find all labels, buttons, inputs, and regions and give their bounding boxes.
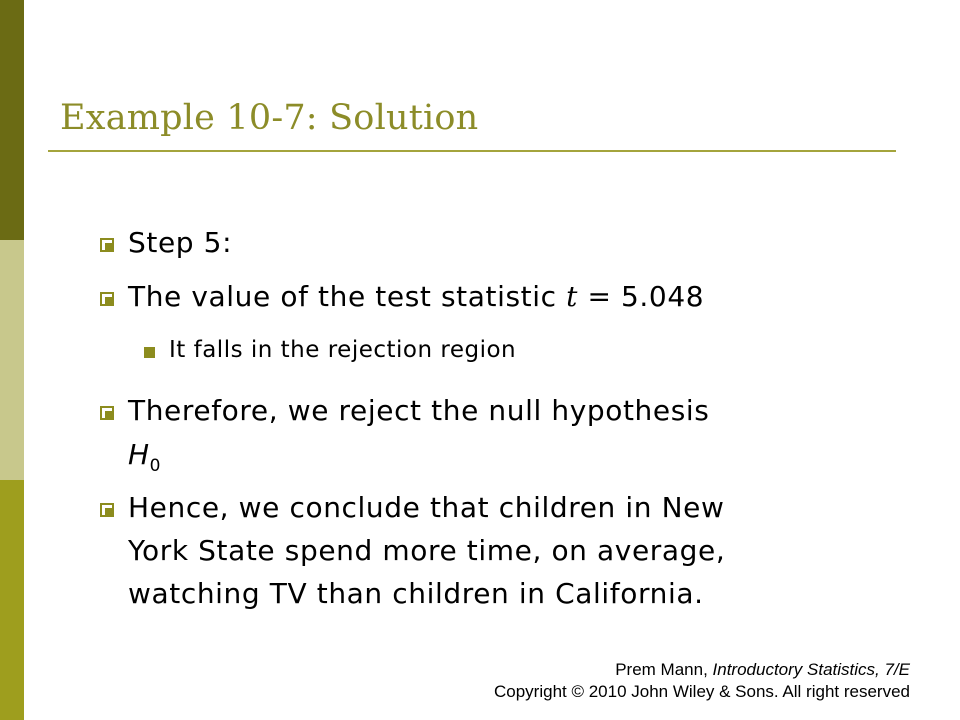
bullet-test-statistic xyxy=(128,275,704,319)
bullet-conclusion-line1: Hence, we conclude that children in New xyxy=(128,491,725,524)
bullet-reject-null-line1: Therefore, we reject the null hypothesis xyxy=(128,394,710,427)
t-variable: t xyxy=(566,280,578,313)
h-subscript: 0 xyxy=(149,456,162,476)
sidebar-band-top xyxy=(0,0,24,240)
title-divider xyxy=(48,150,896,152)
sub-bullet-rejection-region: It falls in the rejection region xyxy=(169,337,517,363)
test-statistic-text: The value of the test statistic xyxy=(128,280,567,313)
bullet-conclusion-line3: watching TV than children in California. xyxy=(128,577,704,610)
footer-author: Prem Mann, xyxy=(615,660,713,679)
sidebar-band-bottom xyxy=(0,480,24,720)
footer-book-title: Introductory Statistics, 7/E xyxy=(712,660,910,679)
box-bullet-icon xyxy=(100,406,114,420)
sidebar-band-middle xyxy=(0,240,24,480)
footer-author-line xyxy=(494,659,910,681)
box-bullet-icon xyxy=(100,503,114,517)
box-bullet-icon xyxy=(100,292,114,306)
h-variable: H xyxy=(128,438,150,471)
bullet-step5: Step 5: xyxy=(128,226,233,259)
slide-title: Example 10-7: Solution xyxy=(60,98,479,138)
bullet-conclusion-line2: York State spend more time, on average, xyxy=(128,534,726,567)
footer-credit xyxy=(494,659,910,703)
test-statistic-value: = 5.048 xyxy=(577,280,705,313)
bullet-reject-null-line2 xyxy=(128,433,161,481)
sidebar-decoration xyxy=(0,0,24,720)
box-bullet-icon xyxy=(100,238,114,252)
footer-copyright: Copyright © 2010 John Wiley & Sons. All right reserved xyxy=(493,682,910,701)
square-bullet-icon xyxy=(144,347,155,358)
